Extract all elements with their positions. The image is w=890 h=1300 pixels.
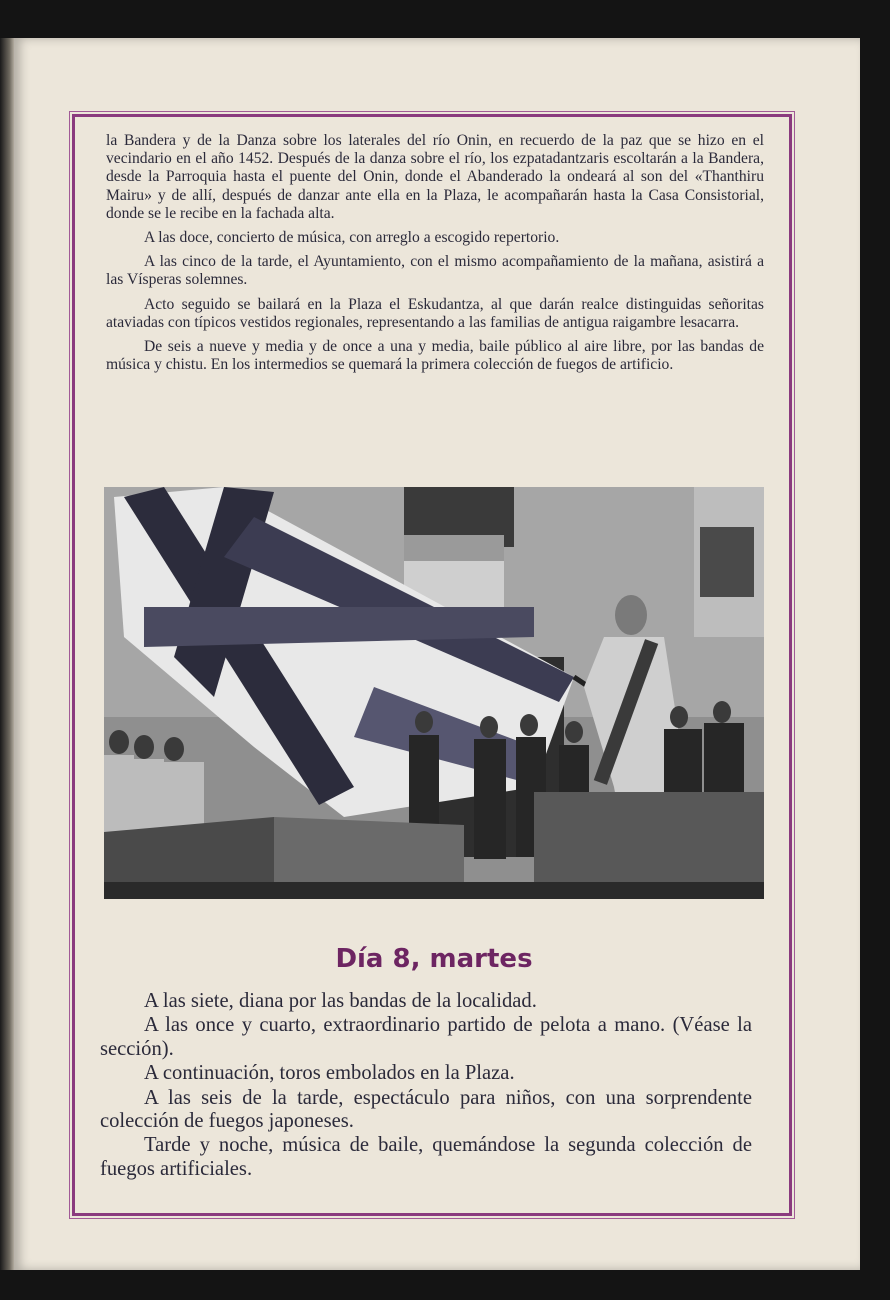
paragraph-fuegos: Tarde y noche, música de baile, quemándose la segunda colección de fuegos artificiales. — [100, 1134, 752, 1180]
paragraph-diana: A las siete, diana por las bandas de la localidad. — [144, 990, 537, 1012]
paragraph-toros: A continuación, toros embolados en la Plaza. — [144, 1062, 515, 1085]
paragraph-eskudantza: Acto seguido se bailará en la Plaza el Eskudantza, al que darán realce distinguidas señoritas ataviadas con típicos vestidos regionales, representando a las familias de antigua raigambre lesacarra. — [106, 295, 764, 331]
paragraph-baile: De seis a nueve y media y de once a una y media, baile público al aire libre, por las bandas de música y chistu. En los intermedios se quemará la primera colección de fuegos de artificio. — [106, 338, 764, 374]
paragraph-concierto: A las doce, concierto de música, con arreglo a escogido repertorio. — [144, 229, 560, 247]
lower-text-block — [100, 990, 752, 1182]
paragraph-bandera: la Bandera y de la Danza sobre los laterales del río Onin, en recuerdo de la paz que se hizo en el vecindario en el año 1452. Después de la danza sobre el río, los ezpatadantzaris escoltarán a la Bandera, desde la Parroquia hasta el puente del Onin, donde el Abanderado la ondeará al son del «Thanthiru Mairu» y de allí, después de danzar ante ella en la Plaza, le acompañarán hasta la Casa Consistorial, donde se le recibe en la fachada alta. — [106, 132, 764, 222]
paragraph-pelota: A las once y cuarto, extraordinario partido de pelota a mano. (Véase la sección). — [100, 1014, 752, 1060]
top-text-block — [106, 132, 764, 380]
paragraph-ninos: A las seis de la tarde, espectáculo para niños, con una sorprendente colección de fuegos japoneses. — [100, 1086, 752, 1133]
photo-illustration — [104, 487, 764, 899]
paragraph-visperas: A las cinco de la tarde, el Ayuntamiento, con el mismo acompañamiento de la mañana, asistirá a las Vísperas solemnes. — [106, 253, 764, 289]
flag-waving-photo — [104, 487, 764, 899]
section-heading: Día 8, martes — [335, 944, 533, 974]
